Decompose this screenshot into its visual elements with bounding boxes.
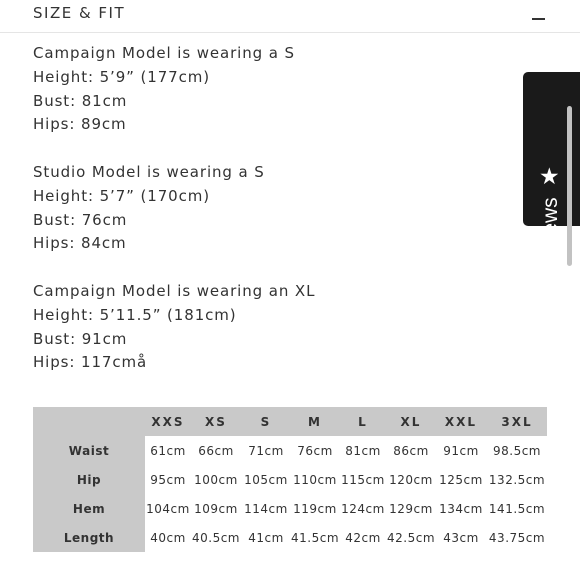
size-header: L [339,407,387,436]
model-heading: Campaign Model is wearing a S [33,44,295,62]
table-cell: 98.5cm [487,436,547,465]
model-bust: Bust: 76cm [33,210,128,229]
minus-icon[interactable] [532,18,545,20]
table-cell: 114cm [241,494,291,523]
model-info-studio-s [33,161,265,256]
size-chart-table [33,407,547,552]
star-icon: ★ [539,164,560,190]
table-cell: 66cm [191,436,241,465]
table-cell: 81cm [339,436,387,465]
table-cell: 124cm [339,494,387,523]
table-cell: 109cm [191,494,241,523]
table-row [33,523,547,552]
table-cell: 134cm [435,494,487,523]
table-corner [33,407,145,436]
divider [0,32,580,33]
row-label: Hip [33,465,145,494]
table-cell: 120cm [387,465,435,494]
table-cell: 40cm [145,523,191,552]
table-cell: 42.5cm [387,523,435,552]
row-label: Length [33,523,145,552]
table-cell: 129cm [387,494,435,523]
size-header: XXL [435,407,487,436]
table-cell: 43.75cm [487,523,547,552]
size-header: M [291,407,339,436]
table-cell: 86cm [387,436,435,465]
size-header: XS [191,407,241,436]
table-cell: 61cm [145,436,191,465]
model-heading: Campaign Model is wearing an XL [33,282,316,300]
table-cell: 104cm [145,494,191,523]
model-bust: Bust: 81cm [33,91,128,110]
table-cell: 141.5cm [487,494,547,523]
model-height: Height: 5’11.5” (181cm) [33,305,237,324]
model-height: Height: 5’9” (177cm) [33,67,210,86]
table-cell: 76cm [291,436,339,465]
reviews-label: Reviews [539,197,562,277]
table-cell: 110cm [291,465,339,494]
table-cell: 42cm [339,523,387,552]
table-row [33,436,547,465]
table-cell: 100cm [191,465,241,494]
table-cell: 115cm [339,465,387,494]
table-cell: 91cm [435,436,487,465]
table-cell: 41.5cm [291,523,339,552]
table-row [33,465,547,494]
section-title: SIZE & FIT [33,4,126,22]
model-info-campaign-xl [33,280,315,375]
size-fit-header[interactable] [0,0,580,34]
size-header: XXS [145,407,191,436]
row-label: Waist [33,436,145,465]
model-hips: Hips: 84cm [33,234,127,253]
model-bust: Bust: 91cm [33,329,128,348]
model-hips: Hips: 117cmå [33,353,148,372]
table-cell: 132.5cm [487,465,547,494]
scrollbar[interactable] [567,106,572,266]
model-info-campaign-s [33,42,295,137]
table-cell: 105cm [241,465,291,494]
table-cell: 95cm [145,465,191,494]
table-cell: 71cm [241,436,291,465]
table-cell: 43cm [435,523,487,552]
model-heading: Studio Model is wearing a S [33,163,265,181]
size-header: XL [387,407,435,436]
size-header-row [33,407,547,436]
model-height: Height: 5’7” (170cm) [33,186,210,205]
size-header: 3XL [487,407,547,436]
size-header: S [241,407,291,436]
table-cell: 119cm [291,494,339,523]
table-cell: 125cm [435,465,487,494]
row-label: Hem [33,494,145,523]
table-cell: 41cm [241,523,291,552]
model-hips: Hips: 89cm [33,115,127,134]
table-row [33,494,547,523]
table-cell: 40.5cm [191,523,241,552]
